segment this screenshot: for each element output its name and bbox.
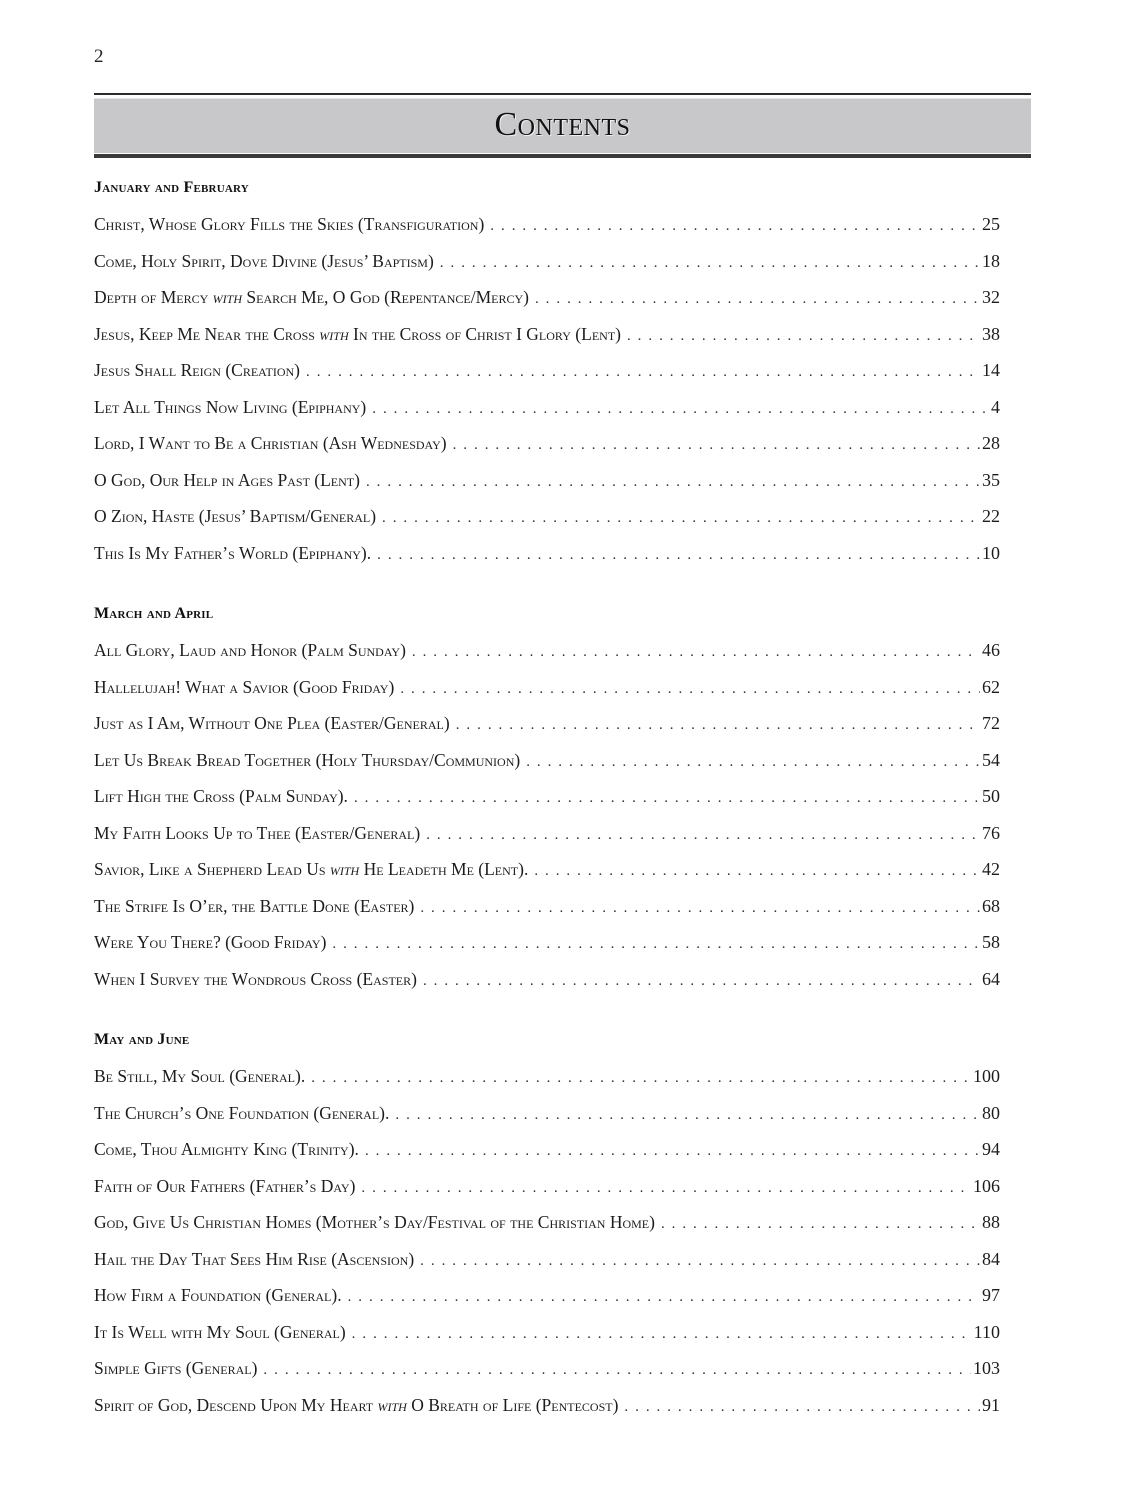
section-heading: March and April: [94, 605, 214, 622]
entry-title: [94, 425, 447, 462]
dot-leader: [382, 500, 980, 537]
entry-title-part: Christ, Whose Glory Fills the Skies (Transfiguration): [94, 214, 485, 234]
entry-title-part: When I Survey the Wondrous Cross (Easter): [94, 968, 417, 989]
entry-title-part: Spirit of God, Descend Upon My Heart: [94, 1394, 378, 1415]
entry-title-part: Faith of Our Fathers (Father’s Day): [94, 1175, 356, 1196]
contents-title-bar: [94, 93, 1031, 158]
dot-leader: [456, 707, 980, 744]
entry-title: [94, 389, 366, 426]
entry-title-part: O Breath of Life (Pentecost): [406, 1394, 619, 1415]
toc-section: [94, 596, 1000, 997]
toc-entry[interactable]: [94, 243, 1000, 280]
entry-title: [94, 924, 326, 961]
entry-title-part: Lord, I Want to Be a Christian (Ash Wednesday): [94, 433, 447, 453]
dot-leader: [426, 817, 980, 854]
entry-page-number: 54: [982, 749, 1000, 770]
entry-title-part: The Strife Is O’er, the Battle Done (Easter): [94, 895, 415, 916]
toc-entry[interactable]: [94, 1204, 1000, 1241]
toc-entry[interactable]: [94, 425, 1000, 462]
entry-title: [94, 778, 348, 815]
toc-entry[interactable]: [94, 1241, 1000, 1278]
toc-entry[interactable]: [94, 352, 1000, 389]
entry-page-number: 88: [982, 1212, 1000, 1232]
entry-title-connector: with: [319, 323, 349, 344]
toc-entry[interactable]: [94, 1277, 1000, 1314]
entry-title-part: Lift High the Cross (Palm Sunday).: [94, 786, 348, 806]
dot-leader: [534, 853, 980, 890]
toc-section: [94, 170, 1000, 571]
dot-leader: [348, 1279, 980, 1316]
entry-title-part: Let All Things Now Living (Epiphany): [94, 396, 367, 417]
entry-page-number: 80: [982, 1102, 1000, 1123]
entry-title-part: Hallelujah! What a Savior (Good Friday): [94, 676, 395, 697]
entry-title-part: Were You There? (Good Friday): [94, 932, 327, 952]
table-of-contents: [94, 170, 1000, 1448]
entry-page-number: 18: [982, 250, 1000, 271]
entry-title: [94, 462, 360, 499]
dot-leader: [395, 1097, 980, 1134]
entry-page-number: 72: [982, 713, 1000, 733]
page-title: Contents: [494, 106, 631, 143]
dot-leader: [352, 1316, 972, 1353]
toc-entry[interactable]: [94, 1387, 1000, 1424]
entry-title: [94, 1241, 414, 1278]
toc-entry[interactable]: [94, 206, 1000, 243]
entry-page-number: 42: [982, 859, 1000, 879]
toc-entry[interactable]: [94, 1350, 1000, 1387]
entry-title: [94, 815, 420, 852]
entry-page-number: 94: [982, 1139, 1000, 1159]
entry-title-part: This Is My Father’s World (Epiphany).: [94, 542, 372, 563]
entry-title-part: Hail the Day That Sees Him Rise (Ascension): [94, 1248, 415, 1269]
entry-page-number: 35: [982, 469, 1000, 490]
toc-entry[interactable]: [94, 705, 1000, 742]
dot-leader: [306, 354, 980, 391]
dot-leader: [423, 963, 980, 1000]
dot-leader: [400, 671, 980, 708]
entry-page-number: 64: [982, 968, 1000, 989]
toc-entry[interactable]: [94, 778, 1000, 815]
section-heading: January and February: [94, 179, 249, 196]
entry-title-part: Simple Gifts (General): [94, 1358, 258, 1378]
entry-title: [94, 206, 484, 243]
entry-title: [94, 535, 371, 572]
page-number: 2: [94, 46, 104, 67]
entry-title: [94, 1095, 389, 1132]
toc-entry[interactable]: [94, 389, 1000, 426]
entry-title-connector: with: [212, 287, 243, 307]
toc-entry[interactable]: [94, 1314, 1000, 1351]
toc-entry[interactable]: [94, 316, 1000, 353]
toc-entry[interactable]: [94, 498, 1000, 535]
entry-title: [94, 316, 621, 353]
entry-title: [94, 279, 529, 316]
title-rule-top: [94, 93, 1031, 95]
dot-leader: [453, 427, 980, 464]
entry-title-part: Come, Holy Spirit, Dove Divine (Jesus’ Baptism): [94, 250, 434, 271]
entry-title: [94, 851, 528, 888]
entry-title-part: How Firm a Foundation (General).: [94, 1285, 342, 1305]
dot-leader: [263, 1352, 971, 1389]
entry-title: [94, 498, 376, 535]
dot-leader: [420, 1243, 980, 1280]
entry-title-part: It Is Well with My Soul (General): [94, 1321, 346, 1342]
dot-leader: [490, 208, 980, 245]
entry-title-part: Come, Thou Almighty King (Trinity).: [94, 1139, 359, 1159]
entry-title: [94, 1168, 355, 1205]
entry-page-number: 76: [982, 822, 1000, 843]
toc-entry[interactable]: [94, 1131, 1000, 1168]
entry-title-part: The Church’s One Foundation (General).: [94, 1102, 390, 1123]
entry-title: [94, 961, 417, 998]
entry-title: [94, 243, 434, 280]
entry-page-number: 32: [982, 287, 1000, 307]
entry-title-part: He Leadeth Me (Lent).: [359, 859, 529, 879]
entry-title-part: Depth of Mercy: [94, 287, 213, 307]
dot-leader: [311, 1060, 971, 1097]
toc-section: [94, 1022, 1000, 1423]
entry-page-number: 100: [973, 1066, 1000, 1086]
entry-page-number: 46: [982, 640, 1000, 660]
toc-entry[interactable]: [94, 742, 1000, 779]
toc-entry[interactable]: [94, 279, 1000, 316]
entry-page-number: 25: [982, 214, 1000, 234]
dot-leader: [377, 537, 980, 574]
entry-title: [94, 352, 300, 389]
entry-title-connector: with: [377, 1394, 407, 1415]
entry-page-number: 68: [982, 895, 1000, 916]
entry-title-part: In the Cross of Christ I Glory (Lent): [348, 323, 621, 344]
entry-page-number: 62: [982, 676, 1000, 697]
entry-page-number: 106: [973, 1175, 1000, 1196]
entry-page-number: 14: [982, 360, 1000, 380]
dot-leader: [624, 1389, 980, 1426]
entry-title: [94, 1204, 655, 1241]
entry-title-part: Jesus, Keep Me Near the Cross: [94, 323, 320, 344]
entry-page-number: 91: [982, 1394, 1000, 1415]
dot-leader: [372, 391, 989, 428]
dot-leader: [332, 926, 980, 963]
title-rule-bottom: [94, 154, 1031, 158]
toc-entry[interactable]: [94, 535, 1000, 572]
entry-title: [94, 1314, 346, 1351]
toc-entry[interactable]: [94, 815, 1000, 852]
entry-title: [94, 705, 450, 742]
entry-title: [94, 1131, 359, 1168]
toc-entry[interactable]: [94, 632, 1000, 669]
entry-title-part: God, Give Us Christian Homes (Mother’s Day/Festival of the Christian Home): [94, 1212, 655, 1232]
toc-entry[interactable]: [94, 851, 1000, 888]
dot-leader: [526, 744, 980, 781]
dot-leader: [366, 464, 980, 501]
entry-page-number: 97: [982, 1285, 1000, 1305]
entry-title-part: Let Us Break Bread Together (Holy Thursday/Communion): [94, 749, 521, 770]
entry-page-number: 58: [982, 932, 1000, 952]
dot-leader: [440, 245, 980, 282]
entry-title: [94, 888, 414, 925]
dot-leader: [661, 1206, 980, 1243]
entry-title: [94, 1277, 342, 1314]
toc-entry[interactable]: [94, 1168, 1000, 1205]
section-heading: May and June: [94, 1031, 190, 1048]
entry-title-part: Just as I Am, Without One Plea (Easter/General): [94, 713, 450, 733]
entry-title-part: Savior, Like a Shepherd Lead Us: [94, 859, 330, 879]
dot-leader: [535, 281, 980, 318]
toc-entry[interactable]: [94, 924, 1000, 961]
entry-title-part: My Faith Looks Up to Thee (Easter/General): [94, 822, 421, 843]
toc-entry[interactable]: [94, 961, 1000, 998]
entry-title: [94, 1387, 618, 1424]
entry-title-part: Search Me, O God (Repentance/Mercy): [242, 287, 529, 307]
entry-page-number: 103: [973, 1358, 1000, 1378]
entry-page-number: 28: [982, 433, 1000, 453]
entry-title: [94, 632, 406, 669]
entry-title: [94, 669, 394, 706]
entry-title: [94, 1058, 305, 1095]
toc-entry[interactable]: [94, 888, 1000, 925]
entry-title-part: Be Still, My Soul (General).: [94, 1066, 306, 1086]
dot-leader: [420, 890, 980, 927]
dot-leader: [354, 780, 980, 817]
entry-page-number: 10: [982, 542, 1000, 563]
entry-title-part: O Zion, Haste (Jesus’ Baptism/General): [94, 506, 377, 526]
dot-leader: [361, 1170, 971, 1207]
entry-page-number: 50: [982, 786, 1000, 806]
entry-title: [94, 742, 520, 779]
entry-page-number: 38: [982, 323, 1000, 344]
entry-page-number: 22: [982, 506, 1000, 526]
toc-entry[interactable]: [94, 1095, 1000, 1132]
dot-leader: [412, 634, 980, 671]
entry-title-connector: with: [329, 859, 360, 879]
toc-entry[interactable]: [94, 669, 1000, 706]
toc-entry[interactable]: [94, 1058, 1000, 1095]
entry-title: [94, 1350, 257, 1387]
entry-page-number: 110: [973, 1321, 1000, 1342]
toc-entry[interactable]: [94, 462, 1000, 499]
entry-title-part: O God, Our Help in Ages Past (Lent): [94, 469, 360, 490]
entry-page-number: 84: [982, 1248, 1000, 1269]
dot-leader: [365, 1133, 980, 1170]
entry-page-number: 4: [991, 396, 1000, 417]
dot-leader: [627, 318, 980, 355]
entry-title-part: All Glory, Laud and Honor (Palm Sunday): [94, 640, 406, 660]
entry-title-part: Jesus Shall Reign (Creation): [94, 360, 300, 380]
